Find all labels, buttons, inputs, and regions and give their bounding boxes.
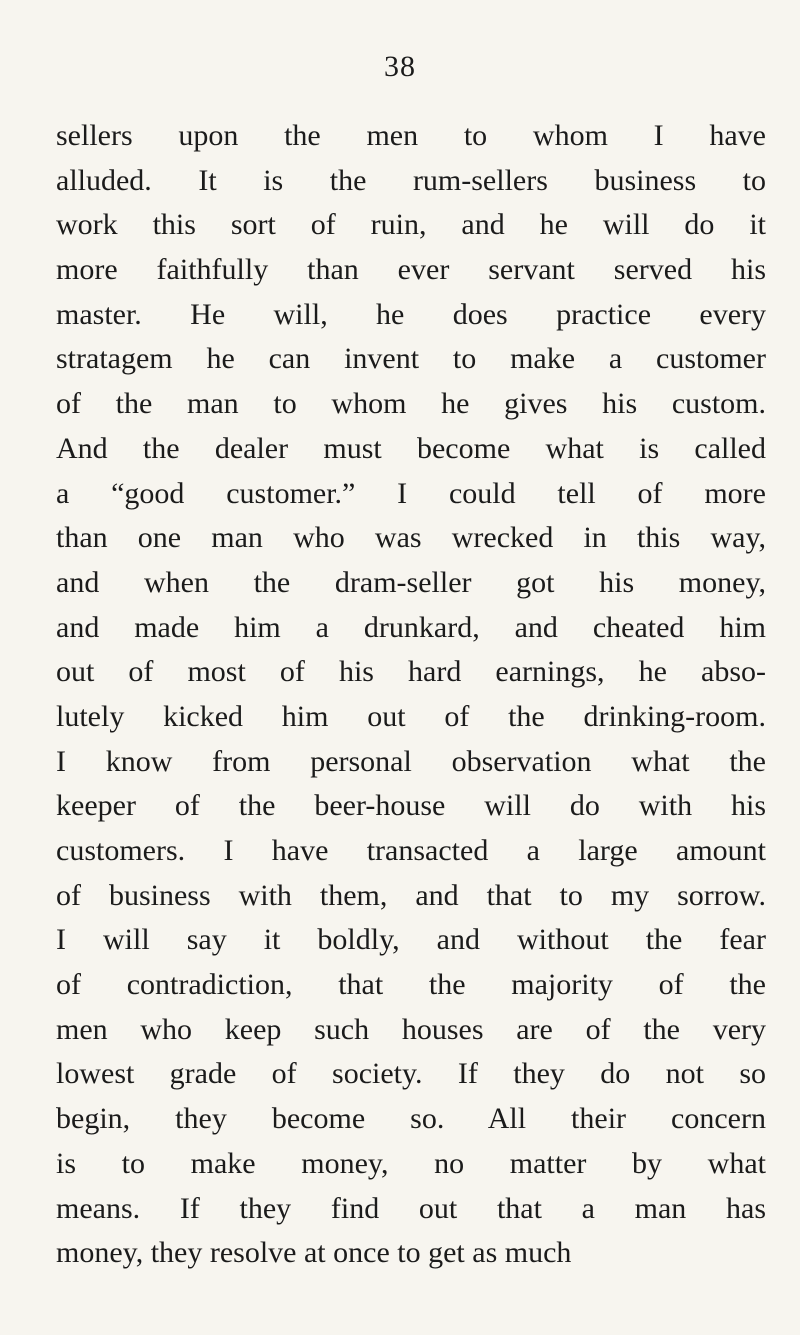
text-line-1: sellers upon the men to whom I have — [56, 119, 766, 152]
text-line-22: lowest grade of society. If they do not so — [56, 1057, 766, 1091]
text-line-14: lutely kicked him out of the drinking-room. — [56, 699, 766, 733]
text-line-17: customers. I have transacted a large amount — [56, 834, 766, 867]
text-line-7: of the man to whom he gives his custom. — [56, 387, 766, 421]
text-line-11: and when the dram-seller got his money, — [56, 565, 766, 599]
text-line-24: is to make money, no matter by what — [56, 1146, 766, 1180]
text-line-2: alluded. It is the rum-sellers business to — [56, 163, 766, 197]
text-line-6: stratagem he can invent to make a customer — [56, 342, 766, 376]
text-line-20: of contradiction, that the majority of the — [56, 968, 766, 1002]
text-line-5: master. He will, he does practice every — [56, 297, 766, 331]
text-line-9: a “good customer.” I could tell of more — [56, 476, 766, 510]
text-line-13: out of most of his hard earnings, he abso- — [56, 655, 766, 689]
text-line-19: I will say it boldly, and without the fear — [56, 923, 766, 957]
text-line-12: and made him a drunkard, and cheated him — [56, 610, 766, 644]
text-line-25: means. If they find out that a man has — [56, 1191, 766, 1225]
text-line-23: begin, they become so. All their concern — [56, 1102, 766, 1136]
text-line-18: of business with them, and that to my sorrow. — [56, 878, 766, 912]
text-line-10: than one man who was wrecked in this way, — [56, 521, 766, 555]
page-number: 38 — [384, 50, 416, 83]
text-line-15: I know from personal observation what the — [56, 744, 766, 778]
body-text — [56, 114, 766, 1276]
text-line-26: money, they resolve at once to get as much — [56, 1236, 572, 1270]
text-line-8: And the dealer must become what is called — [56, 431, 766, 465]
text-line-16: keeper of the beer-house will do with his — [56, 789, 766, 823]
text-line-4: more faithfully than ever servant served his — [56, 253, 766, 287]
text-line-3: work this sort of ruin, and he will do it — [56, 208, 766, 242]
text-line-21: men who keep such houses are of the very — [56, 1012, 766, 1046]
